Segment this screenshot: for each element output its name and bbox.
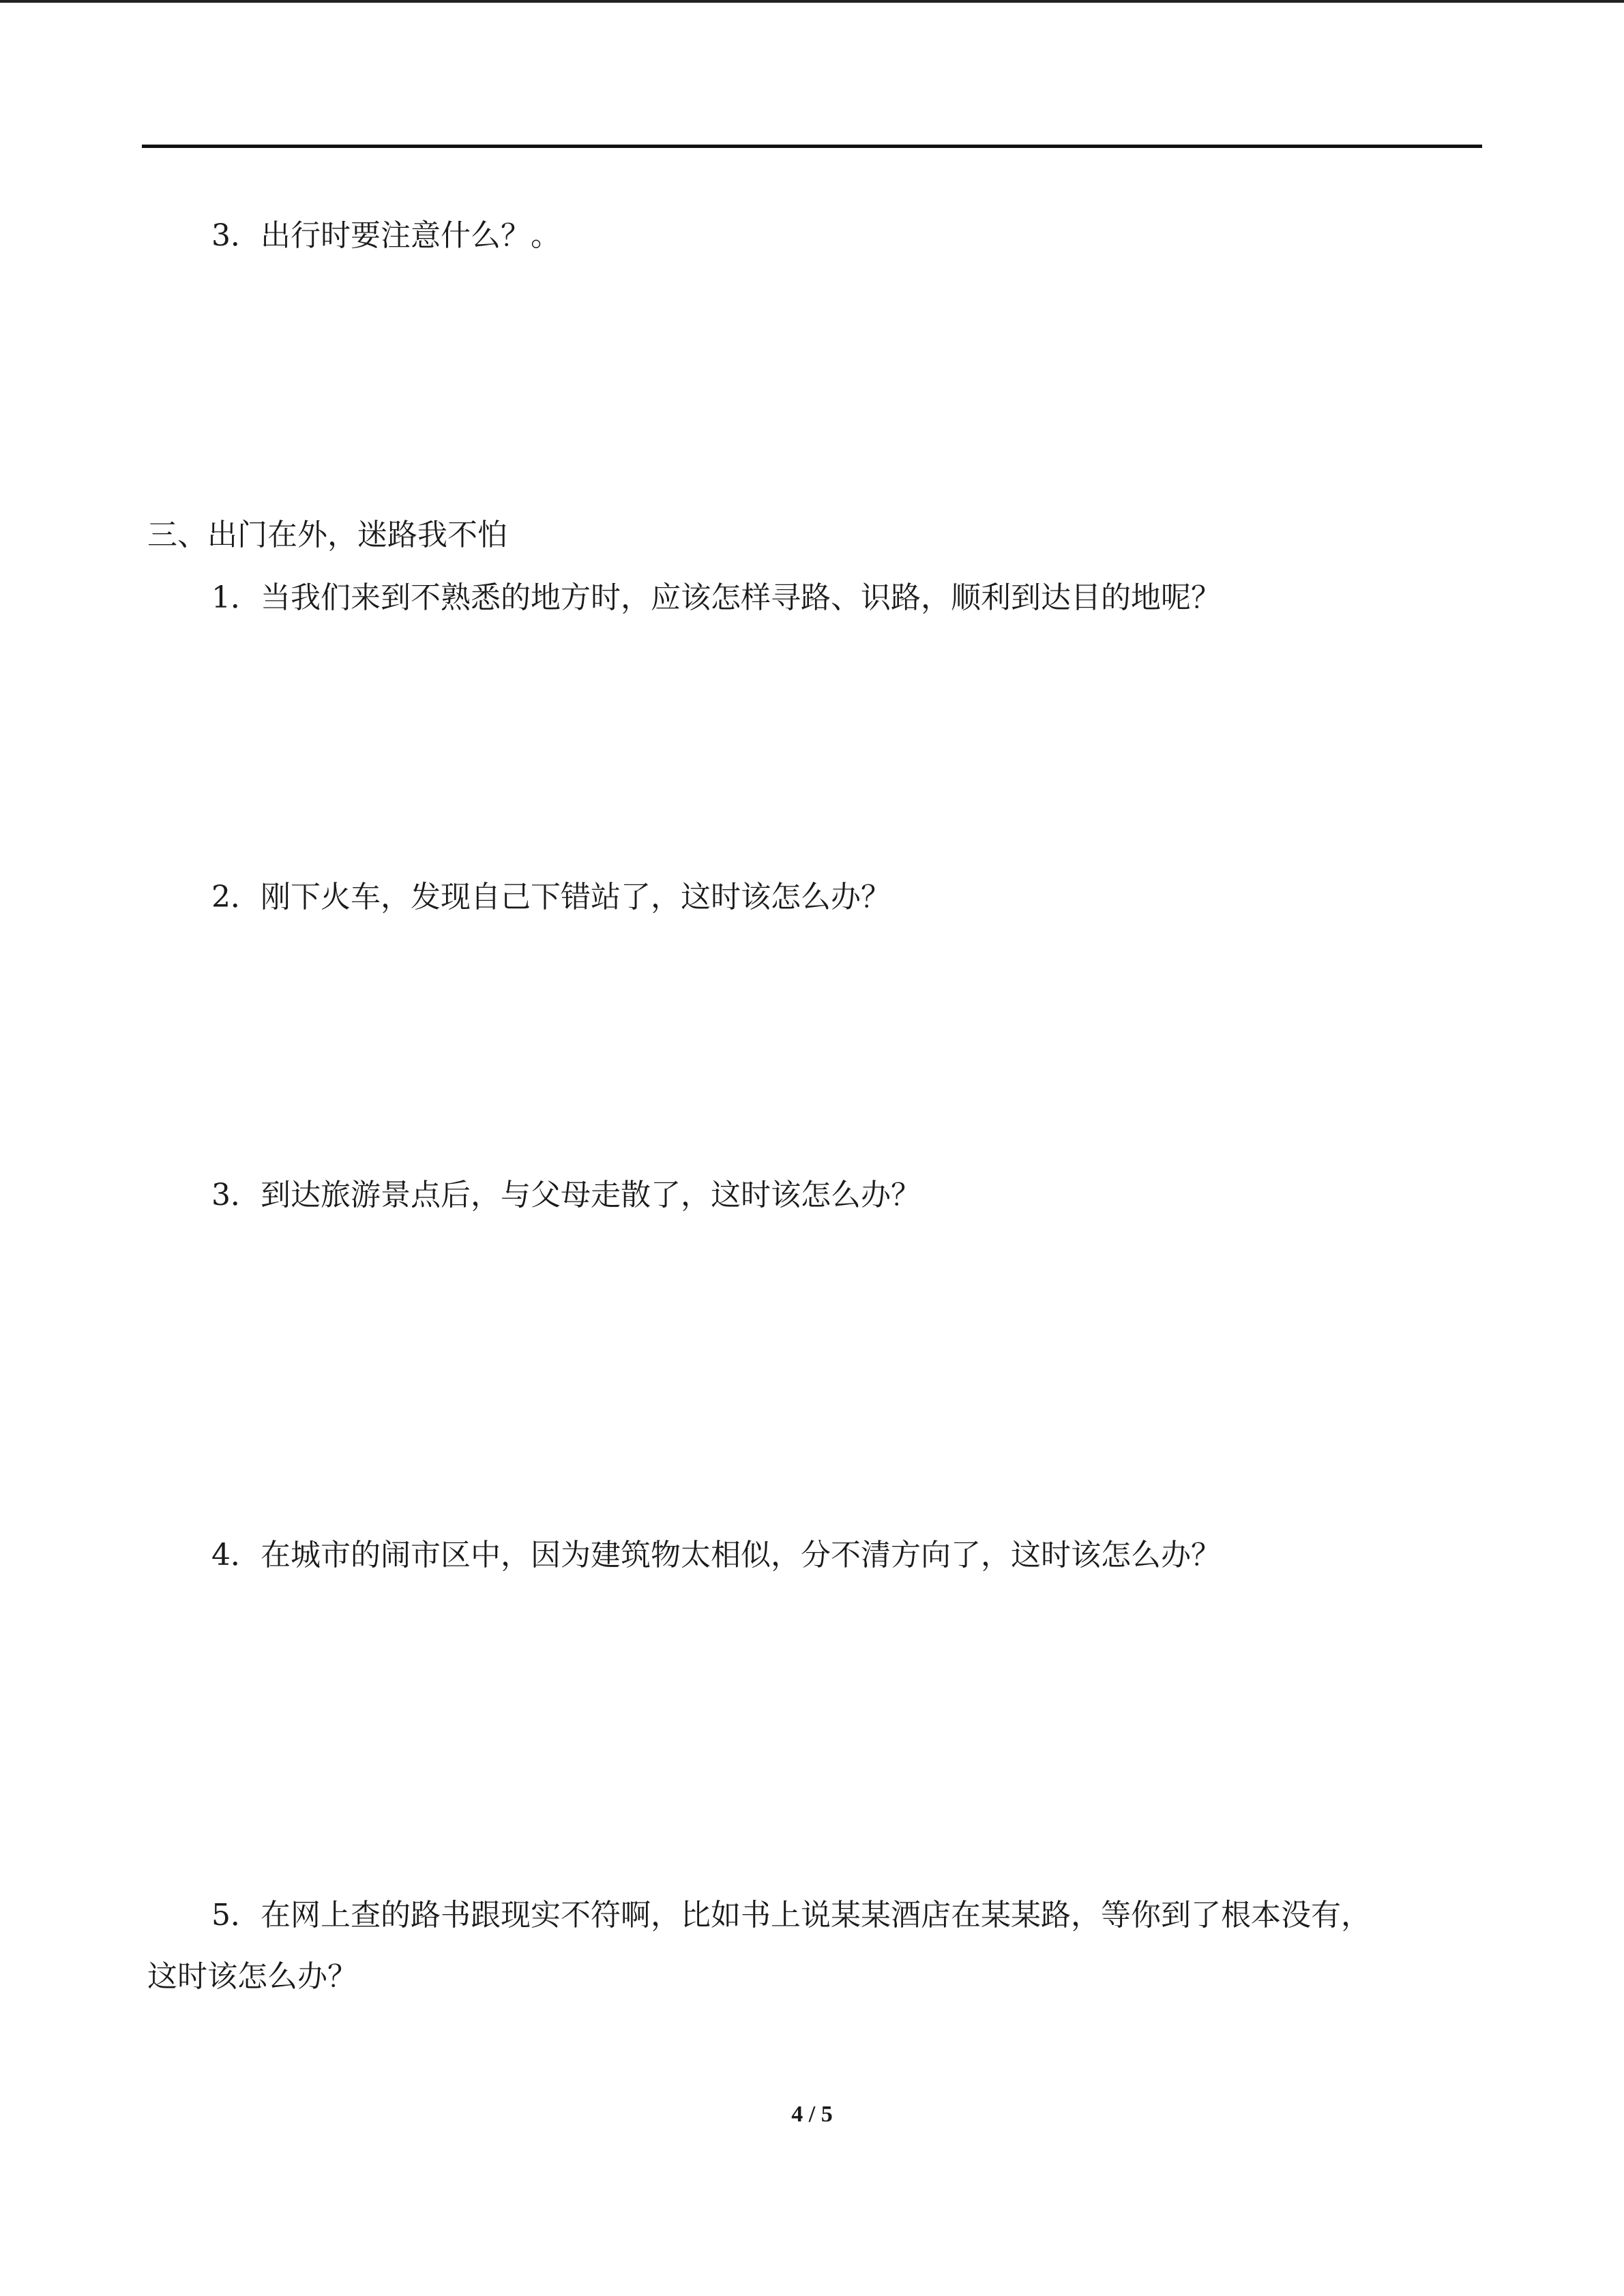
question-3-5-line-2: 这时该怎么办？ <box>147 1959 357 1994</box>
section-3-heading: 三、出门在外，迷路我不怕 <box>147 518 507 552</box>
question-3-5-line-1: 5．在网上查的路书跟现实不符啊，比如书上说某某酒店在某某路，等你到了根本没有， <box>211 1898 1371 1933</box>
question-3-3: 3．到达旅游景点后，与父母走散了，这时该怎么办？ <box>211 1178 921 1212</box>
question-3-2: 2．刚下火车，发现自己下错站了，这时该怎么办？ <box>211 880 891 914</box>
page-top-border <box>0 0 1624 3</box>
question-3-1: 1．当我们来到不熟悉的地方时，应该怎样寻路、识路，顺利到达目的地呢？ <box>211 580 1221 615</box>
header-rule <box>142 145 1482 148</box>
question-3-4: 4．在城市的闹市区中，因为建筑物太相似，分不清方向了，这时该怎么办？ <box>211 1538 1221 1572</box>
page-number: 4 / 5 <box>791 2102 833 2127</box>
question-2-3: 3．出行时要注意什么？。 <box>211 218 561 253</box>
